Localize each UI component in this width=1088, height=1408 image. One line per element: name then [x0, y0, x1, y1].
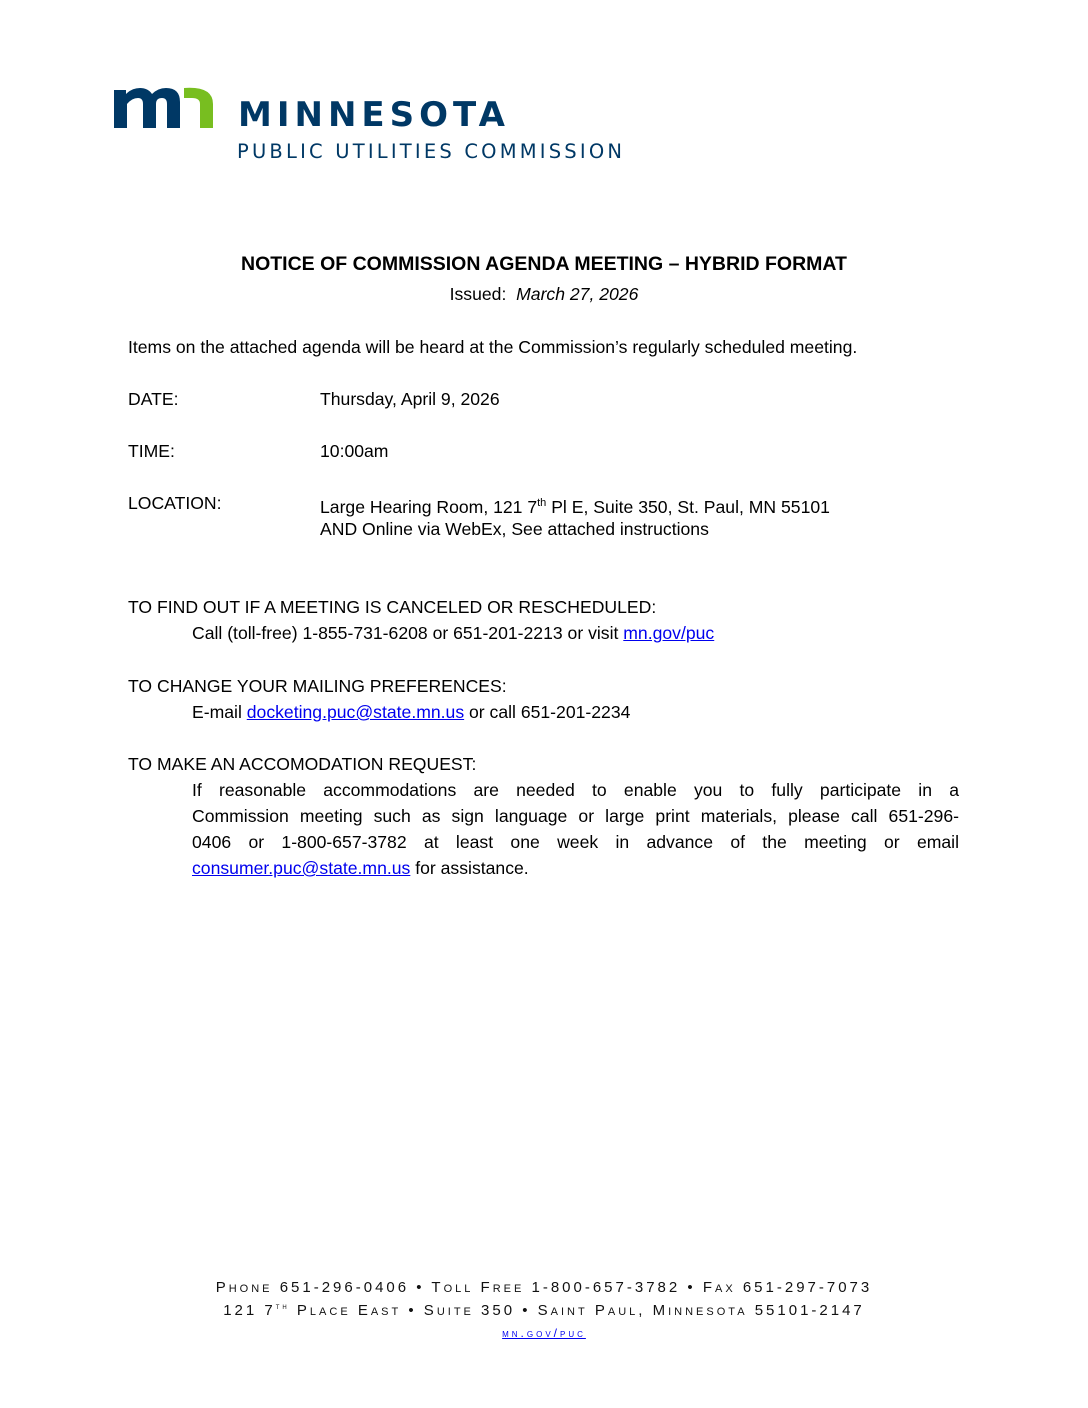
puc-website-link[interactable]: mn.gov/puc	[623, 623, 715, 643]
logo-subtitle: PUBLIC UTILITIES COMMISSION	[237, 140, 626, 163]
mailing-heading: TO CHANGE YOUR MAILING PREFERENCES:	[128, 676, 507, 696]
accommodation-line: for assistance.	[410, 858, 529, 878]
location-text: Large Hearing Room, 121 7	[320, 496, 538, 517]
mn-logo-mark	[114, 86, 214, 135]
page-title: NOTICE OF COMMISSION AGENDA MEETING – HYBRID FORMAT	[241, 253, 847, 275]
consumer-email-link[interactable]: consumer.puc@state.mn.us	[192, 858, 411, 878]
mailing-body: or call 651-201-2234	[464, 702, 631, 722]
time-value: 10:00am	[320, 441, 389, 461]
location-sup: th	[537, 497, 547, 509]
accommodation-line: 0406 or 1-800-657-3782 at least one week in advance of the meeting or email	[192, 832, 959, 852]
issued-date: March 27, 2026	[516, 284, 639, 304]
footer-address	[0, 1302, 1088, 1319]
footer-address-text: 121 7	[223, 1302, 276, 1319]
logo-wordmark: MINNESOTA	[238, 95, 510, 135]
location-text: Pl E, Suite 350, St. Paul, MN 55101	[546, 496, 830, 517]
canceled-text	[192, 620, 714, 646]
footer-sup: th	[275, 1302, 290, 1311]
accommodation-text	[192, 777, 959, 881]
date-value: Thursday, April 9, 2026	[320, 389, 500, 409]
footer-link-wrap	[0, 1326, 1088, 1340]
location-line-2: AND Online via WebEx, See attached instructions	[320, 519, 709, 539]
mailing-body: E-mail	[192, 702, 247, 722]
date-label: DATE:	[128, 389, 179, 409]
footer-website-link[interactable]: mn.gov/puc	[502, 1326, 586, 1340]
accommodation-line: Commission meeting such as sign language or large print materials, please call 651-296-	[192, 806, 959, 826]
location-label: LOCATION:	[128, 493, 222, 513]
footer-address-text: Place East • Suite 350 • Saint Paul, Minnesota 55101-2147	[289, 1302, 865, 1319]
footer-contact: Phone 651-296-0406 • Toll Free 1-800-657-3782 • Fax 651-297-7073	[215, 1279, 873, 1296]
mailing-text	[192, 699, 630, 725]
issued-label: Issued:	[449, 284, 507, 304]
time-label: TIME:	[128, 441, 175, 461]
intro-text: Items on the attached agenda will be heard at the Commission’s regularly scheduled meeting.	[128, 337, 858, 357]
canceled-body: Call (toll-free) 1-855-731-6208 or 651-201-2213 or visit	[192, 623, 624, 643]
docketing-email-link[interactable]: docketing.puc@state.mn.us	[246, 702, 465, 722]
accommodation-heading: TO MAKE AN ACCOMODATION REQUEST:	[128, 754, 477, 774]
accommodation-line: If reasonable accommodations are needed to enable you to fully participate in a	[192, 780, 959, 800]
issued-line	[0, 281, 1088, 307]
canceled-heading: TO FIND OUT IF A MEETING IS CANCELED OR RESCHEDULED:	[128, 597, 657, 617]
